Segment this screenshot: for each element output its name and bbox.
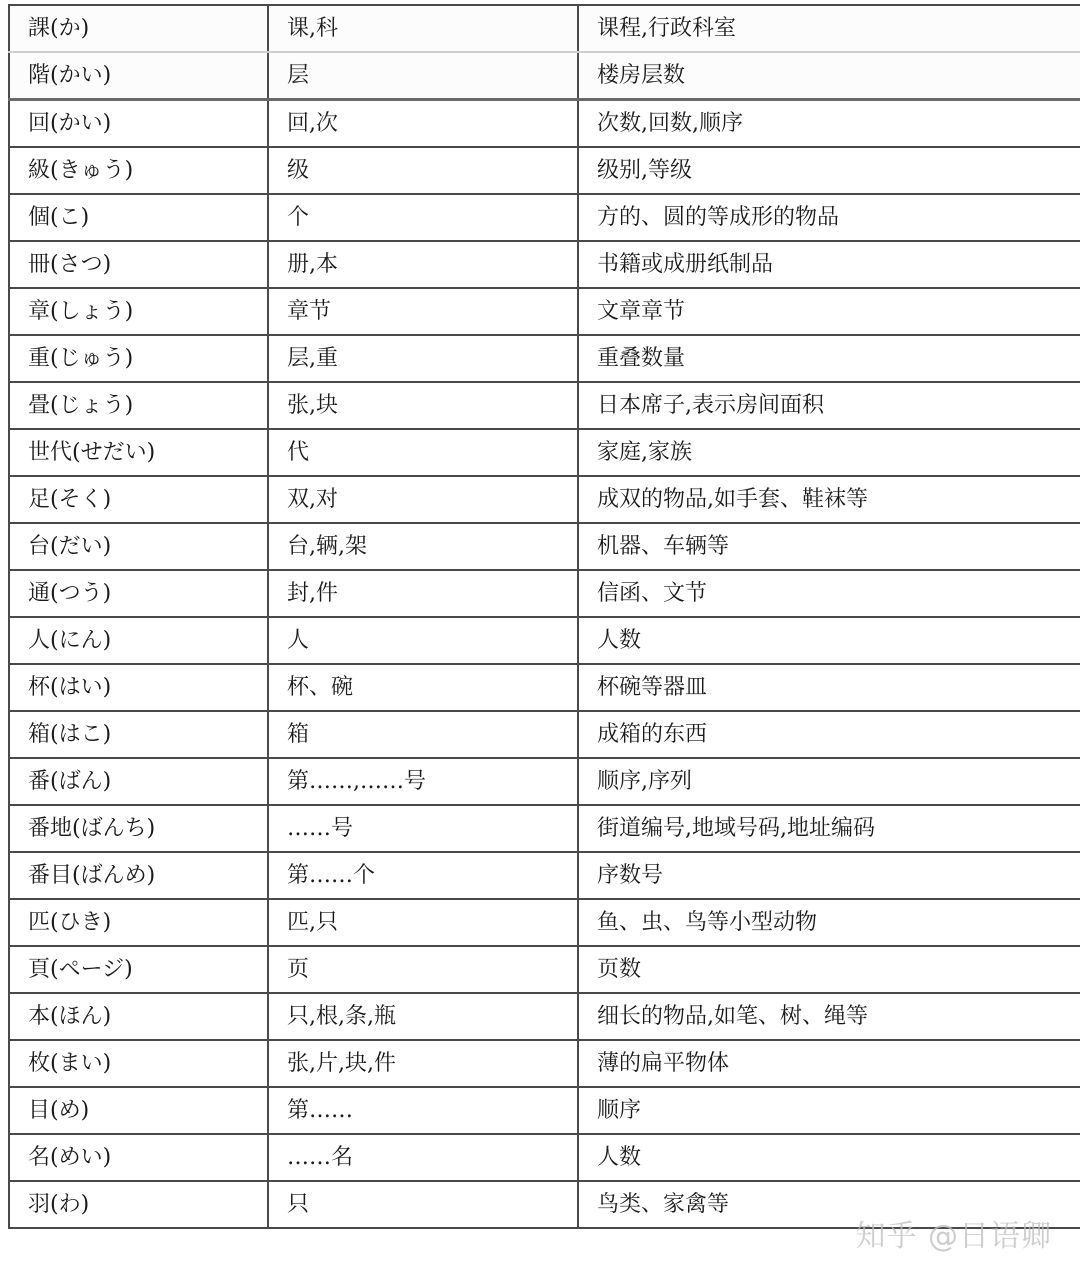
table-row — [9, 241, 1080, 288]
usage-cell: 鸟类、家禽等 — [578, 1181, 1080, 1228]
counter-cell: 畳(じょう) — [9, 382, 268, 429]
meaning-cell: 张,块 — [268, 382, 578, 429]
meaning-cell: 台,辆,架 — [268, 523, 578, 570]
table-row — [9, 335, 1080, 382]
counter-cell: 番目(ばんめ) — [9, 852, 268, 899]
table-body — [9, 5, 1080, 1228]
counter-cell: 通(つう) — [9, 570, 268, 617]
counter-cell: 足(そく) — [9, 476, 268, 523]
usage-cell: 课程,行政科室 — [578, 5, 1080, 52]
table-row — [9, 758, 1080, 805]
counter-cell: 名(めい) — [9, 1134, 268, 1181]
table-row — [9, 147, 1080, 194]
table-row — [9, 194, 1080, 241]
usage-cell: 信函、文节 — [578, 570, 1080, 617]
usage-cell: 人数 — [578, 1134, 1080, 1181]
meaning-cell: 回,次 — [268, 100, 578, 148]
table-row — [9, 993, 1080, 1040]
usage-cell: 序数号 — [578, 852, 1080, 899]
counter-cell: 本(ほん) — [9, 993, 268, 1040]
usage-cell: 次数,回数,顺序 — [578, 100, 1080, 148]
counter-cell: 章(しょう) — [9, 288, 268, 335]
table-row — [9, 664, 1080, 711]
counter-cell: 個(こ) — [9, 194, 268, 241]
table-row — [9, 805, 1080, 852]
counter-cell: 箱(はこ) — [9, 711, 268, 758]
usage-cell: 成箱的东西 — [578, 711, 1080, 758]
table-row — [9, 5, 1080, 52]
meaning-cell: 人 — [268, 617, 578, 664]
table-row — [9, 1087, 1080, 1134]
usage-cell: 级别,等级 — [578, 147, 1080, 194]
usage-cell: 人数 — [578, 617, 1080, 664]
meaning-cell: 杯、碗 — [268, 664, 578, 711]
usage-cell: 方的、圆的等成形的物品 — [578, 194, 1080, 241]
usage-cell: 文章章节 — [578, 288, 1080, 335]
table-row — [9, 946, 1080, 993]
usage-cell: 细长的物品,如笔、树、绳等 — [578, 993, 1080, 1040]
usage-cell: 顺序 — [578, 1087, 1080, 1134]
counter-cell: 目(め) — [9, 1087, 268, 1134]
counter-cell: 階(かい) — [9, 52, 268, 100]
usage-cell: 街道编号,地域号码,地址编码 — [578, 805, 1080, 852]
meaning-cell: 页 — [268, 946, 578, 993]
table-row — [9, 52, 1080, 100]
meaning-cell: ……号 — [268, 805, 578, 852]
usage-cell: 机器、车辆等 — [578, 523, 1080, 570]
counter-cell: 枚(まい) — [9, 1040, 268, 1087]
counter-cell: 人(にん) — [9, 617, 268, 664]
meaning-cell: 封,件 — [268, 570, 578, 617]
meaning-cell: 章节 — [268, 288, 578, 335]
table-row — [9, 852, 1080, 899]
usage-cell: 成双的物品,如手套、鞋袜等 — [578, 476, 1080, 523]
meaning-cell: 层 — [268, 52, 578, 100]
table-row — [9, 1134, 1080, 1181]
meaning-cell: 双,对 — [268, 476, 578, 523]
table-row — [9, 617, 1080, 664]
usage-cell: 书籍或成册纸制品 — [578, 241, 1080, 288]
meaning-cell: 第…… — [268, 1087, 578, 1134]
meaning-cell: 册,本 — [268, 241, 578, 288]
meaning-cell: 只 — [268, 1181, 578, 1228]
table-row — [9, 100, 1080, 148]
meaning-cell: 课,科 — [268, 5, 578, 52]
usage-cell: 页数 — [578, 946, 1080, 993]
table-row — [9, 899, 1080, 946]
meaning-cell: 个 — [268, 194, 578, 241]
meaning-cell: 级 — [268, 147, 578, 194]
counter-cell: 羽(わ) — [9, 1181, 268, 1228]
counter-cell: 匹(ひき) — [9, 899, 268, 946]
usage-cell: 家庭,家族 — [578, 429, 1080, 476]
table-row — [9, 1040, 1080, 1087]
counter-cell: 番地(ばんち) — [9, 805, 268, 852]
meaning-cell: 只,根,条,瓶 — [268, 993, 578, 1040]
table-row — [9, 429, 1080, 476]
meaning-cell: 第……,……号 — [268, 758, 578, 805]
counter-cell: 回(かい) — [9, 100, 268, 148]
counter-cell: 冊(さつ) — [9, 241, 268, 288]
table-row — [9, 523, 1080, 570]
usage-cell: 顺序,序列 — [578, 758, 1080, 805]
meaning-cell: 层,重 — [268, 335, 578, 382]
meaning-cell: 第……个 — [268, 852, 578, 899]
counter-word-table — [8, 4, 1080, 1229]
table-row — [9, 288, 1080, 335]
counter-cell: 杯(はい) — [9, 664, 268, 711]
table-row — [9, 476, 1080, 523]
counter-cell: 重(じゅう) — [9, 335, 268, 382]
counter-cell: 級(きゅう) — [9, 147, 268, 194]
usage-cell: 重叠数量 — [578, 335, 1080, 382]
usage-cell: 鱼、虫、鸟等小型动物 — [578, 899, 1080, 946]
meaning-cell: ……名 — [268, 1134, 578, 1181]
usage-cell: 楼房层数 — [578, 52, 1080, 100]
counter-cell: 番(ばん) — [9, 758, 268, 805]
counter-cell: 世代(せだい) — [9, 429, 268, 476]
counter-cell: 頁(ページ) — [9, 946, 268, 993]
usage-cell: 薄的扁平物体 — [578, 1040, 1080, 1087]
table-row — [9, 711, 1080, 758]
usage-cell: 杯碗等器皿 — [578, 664, 1080, 711]
meaning-cell: 张,片,块,件 — [268, 1040, 578, 1087]
meaning-cell: 代 — [268, 429, 578, 476]
meaning-cell: 匹,只 — [268, 899, 578, 946]
watermark: 知乎 @日语卿 — [855, 1219, 1052, 1254]
table-row — [9, 570, 1080, 617]
table-row — [9, 382, 1080, 429]
counter-cell: 課(か) — [9, 5, 268, 52]
counter-cell: 台(だい) — [9, 523, 268, 570]
meaning-cell: 箱 — [268, 711, 578, 758]
usage-cell: 日本席子,表示房间面积 — [578, 382, 1080, 429]
